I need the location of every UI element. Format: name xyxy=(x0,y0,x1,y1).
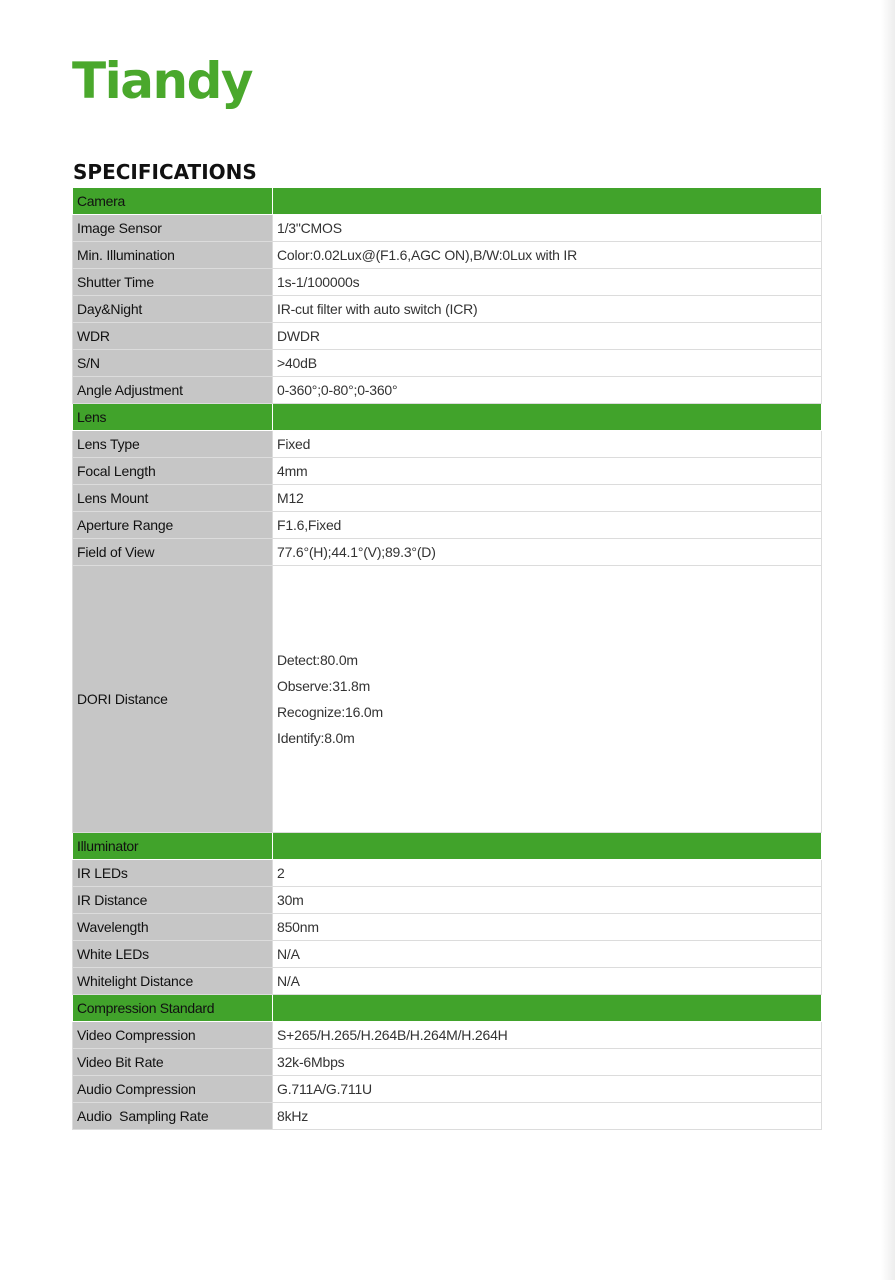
spec-value: 8kHz xyxy=(273,1103,822,1130)
spec-row-min-illumination xyxy=(73,242,822,269)
section-title: Lens xyxy=(73,404,273,431)
spec-label: WDR xyxy=(73,323,273,350)
spec-value: DWDR xyxy=(273,323,822,350)
spec-label: Video Compression xyxy=(73,1022,273,1049)
section-title: Illuminator xyxy=(73,833,273,860)
dori-list xyxy=(277,647,817,751)
page-edge-shadow xyxy=(881,0,895,1280)
spec-row-angle-adjustment xyxy=(73,377,822,404)
dori-identify: Identify:8.0m xyxy=(277,730,355,746)
spec-label: Min. Illumination xyxy=(73,242,273,269)
spec-value: G.711A/G.711U xyxy=(273,1076,822,1103)
spec-row-field-of-view xyxy=(73,539,822,566)
section-bar xyxy=(273,404,822,431)
section-header-camera xyxy=(73,188,822,215)
dori-observe: Observe:31.8m xyxy=(277,678,371,694)
spec-row-whitelight-distance xyxy=(73,968,822,995)
spec-label: Day&Night xyxy=(73,296,273,323)
spec-label: Aperture Range xyxy=(73,512,273,539)
section-title: Compression Standard xyxy=(73,995,273,1022)
section-title: Camera xyxy=(73,188,273,215)
spec-row-image-sensor xyxy=(73,215,822,242)
spec-label: Whitelight Distance xyxy=(73,968,273,995)
spec-label: Wavelength xyxy=(73,914,273,941)
spec-label: IR LEDs xyxy=(73,860,273,887)
spec-label: Image Sensor xyxy=(73,215,273,242)
dori-values xyxy=(273,566,822,833)
spec-value: 32k-6Mbps xyxy=(273,1049,822,1076)
section-bar xyxy=(273,188,822,215)
spec-label: Focal Length xyxy=(73,458,273,485)
spec-row-shutter-time xyxy=(73,269,822,296)
spec-value: N/A xyxy=(273,968,822,995)
spec-value: N/A xyxy=(273,941,822,968)
spec-label: Field of View xyxy=(73,539,273,566)
spec-value: 77.6°(H);44.1°(V);89.3°(D) xyxy=(273,539,822,566)
spec-row-ir-leds xyxy=(73,860,822,887)
section-header-compression xyxy=(73,995,822,1022)
spec-value: Fixed xyxy=(273,431,822,458)
spec-label: Angle Adjustment xyxy=(73,377,273,404)
dori-detect: Detect:80.0m xyxy=(277,652,358,668)
spec-label: S/N xyxy=(73,350,273,377)
spec-label: Video Bit Rate xyxy=(73,1049,273,1076)
spec-row-wavelength xyxy=(73,914,822,941)
spec-row-focal-length xyxy=(73,458,822,485)
spec-row-dori-distance xyxy=(73,566,822,833)
spec-value: >40dB xyxy=(273,350,822,377)
spec-label: Shutter Time xyxy=(73,269,273,296)
brand-logo: Tiandy xyxy=(72,52,252,110)
section-header-lens xyxy=(73,404,822,431)
spec-value: 4mm xyxy=(273,458,822,485)
spec-row-wdr xyxy=(73,323,822,350)
spec-value: 850nm xyxy=(273,914,822,941)
section-header-illuminator xyxy=(73,833,822,860)
spec-row-lens-type xyxy=(73,431,822,458)
section-bar xyxy=(273,833,822,860)
spec-value: 0-360°;0-80°;0-360° xyxy=(273,377,822,404)
spec-label: DORI Distance xyxy=(73,566,273,833)
spec-label: IR Distance xyxy=(73,887,273,914)
spec-row-lens-mount xyxy=(73,485,822,512)
spec-row-day-night xyxy=(73,296,822,323)
spec-row-video-compression xyxy=(73,1022,822,1049)
spec-row-white-leds xyxy=(73,941,822,968)
spec-value: 2 xyxy=(273,860,822,887)
specifications-table xyxy=(72,187,822,1130)
spec-row-ir-distance xyxy=(73,887,822,914)
spec-value: IR-cut filter with auto switch (ICR) xyxy=(273,296,822,323)
spec-value: S+265/H.265/H.264B/H.264M/H.264H xyxy=(273,1022,822,1049)
spec-label: White LEDs xyxy=(73,941,273,968)
spec-value: M12 xyxy=(273,485,822,512)
page-title: SPECIFICATIONS xyxy=(73,160,257,184)
spec-value: 30m xyxy=(273,887,822,914)
spec-value: Color:0.02Lux@(F1.6,AGC ON),B/W:0Lux with IR xyxy=(273,242,822,269)
spec-label: Lens Type xyxy=(73,431,273,458)
spec-label: Lens Mount xyxy=(73,485,273,512)
spec-label: Audio Sampling Rate xyxy=(73,1103,273,1130)
spec-row-audio-sampling-rate xyxy=(73,1103,822,1130)
section-bar xyxy=(273,995,822,1022)
spec-row-audio-compression xyxy=(73,1076,822,1103)
spec-value: F1.6,Fixed xyxy=(273,512,822,539)
spec-value: 1s-1/100000s xyxy=(273,269,822,296)
dori-recognize: Recognize:16.0m xyxy=(277,704,383,720)
spec-label: Audio Compression xyxy=(73,1076,273,1103)
spec-row-sn xyxy=(73,350,822,377)
spec-row-video-bit-rate xyxy=(73,1049,822,1076)
spec-value: 1/3"CMOS xyxy=(273,215,822,242)
spec-row-aperture-range xyxy=(73,512,822,539)
